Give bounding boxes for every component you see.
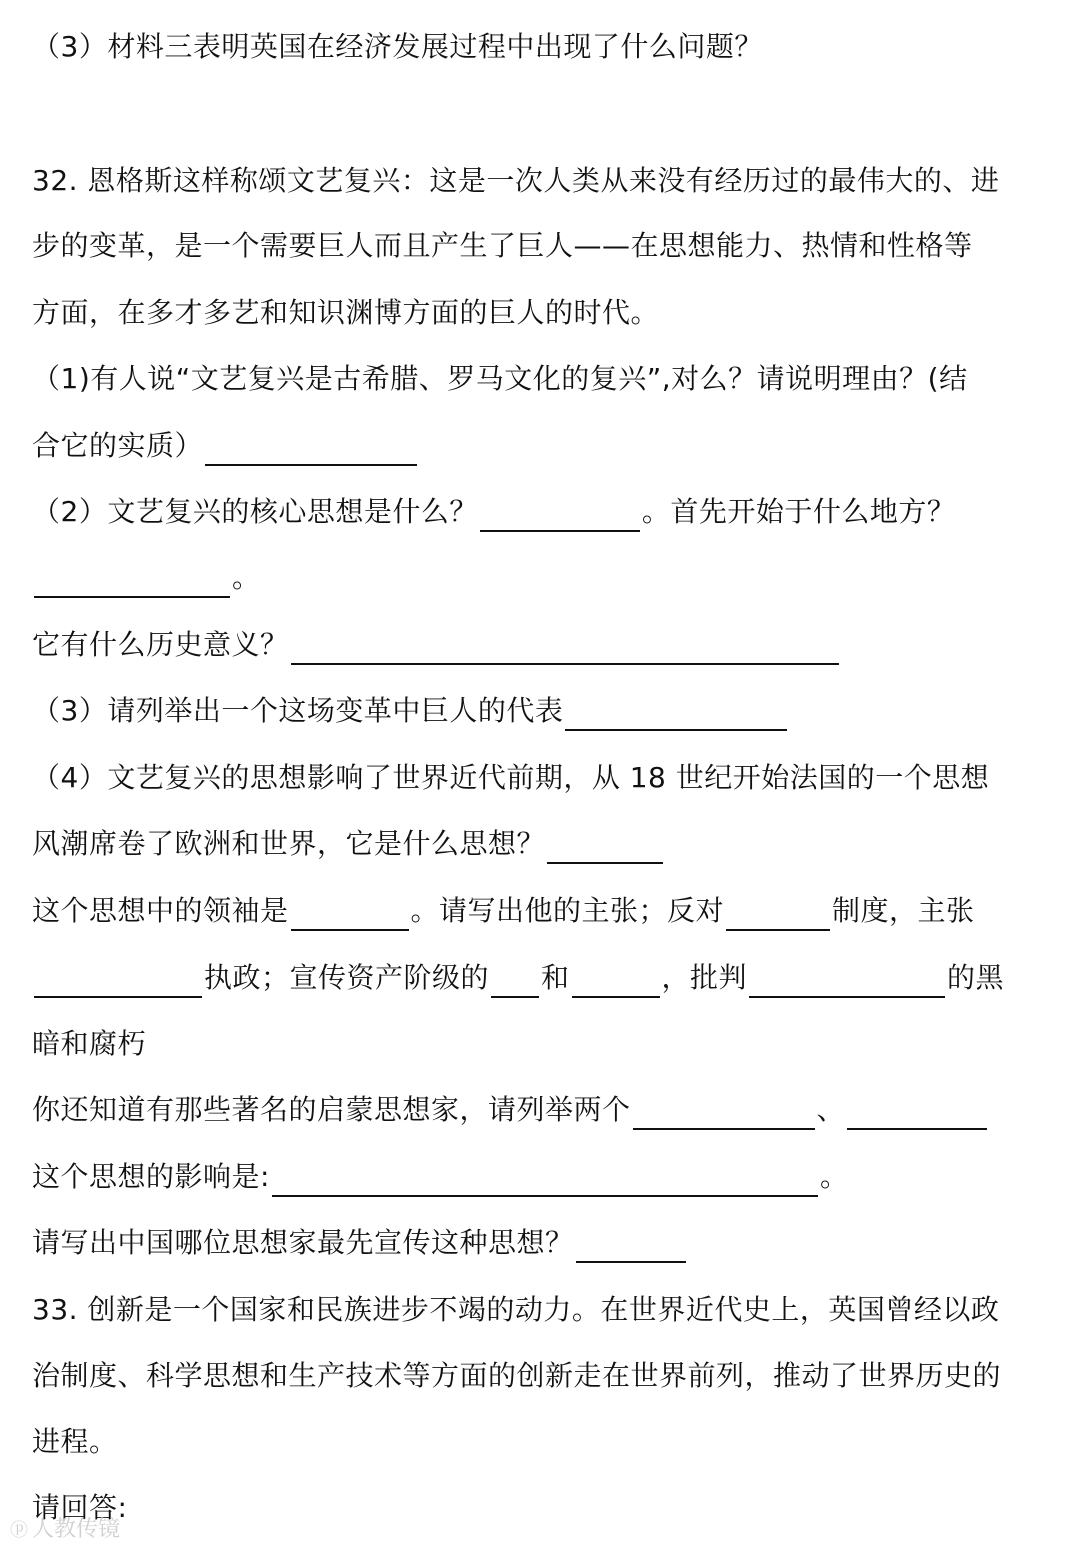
answer-blank[interactable] <box>576 1231 686 1263</box>
answer-blank[interactable] <box>726 899 830 931</box>
question-32-3: （3）请列举出一个这场变革中巨人的代表 <box>32 691 789 731</box>
watermark: ⓟ 人教传镜 <box>10 1517 121 1542</box>
question-32-4-line-3: 这个思想中的领袖是 。请写出他的主张；反对 制度，主张 <box>32 891 975 931</box>
answer-blank[interactable] <box>633 1098 815 1130</box>
question-33-line-2: 治制度、科学思想和生产技术等方面的创新走在世界前列，推动了世界历史的 <box>32 1359 1002 1392</box>
question-32-2-line-1: （2）文艺复兴的核心思想是什么？ 。首先开始于什么地方？ <box>32 492 955 532</box>
answer-blank[interactable] <box>34 966 202 998</box>
logo-icon: ⓟ <box>10 1520 28 1541</box>
answer-blank[interactable] <box>547 832 663 864</box>
question-32-intro-line-2: 步的变革，是一个需要巨人而且产生了巨人——在思想能力、热情和性格等 <box>32 229 973 262</box>
answer-blank[interactable] <box>34 566 230 598</box>
question-32-4-line-7: 这个思想的影响是: 。 <box>32 1157 848 1197</box>
question-32-4-line-8: 请写出中国哪位思想家最先宣传这种思想？ <box>32 1223 688 1263</box>
answer-blank[interactable] <box>491 966 539 998</box>
question-33-line-4: 请回答: <box>32 1491 128 1524</box>
question-32-1-line-2: 合它的实质） <box>32 426 419 466</box>
answer-blank[interactable] <box>272 1165 818 1197</box>
question-31-3: （3）材料三表明英国在经济发展过程中出现了什么问题？ <box>32 30 763 63</box>
question-32-intro-line-3: 方面，在多才多艺和知识渊博方面的巨人的时代。 <box>32 296 660 329</box>
question-32-4-line-5: 暗和腐朽 <box>32 1027 147 1060</box>
answer-blank[interactable] <box>205 434 417 466</box>
answer-blank[interactable] <box>480 500 640 532</box>
question-32-4-line-4: 执政；宣传资产阶级的 和 ，批判 的黑 <box>32 958 1004 998</box>
answer-blank[interactable] <box>847 1098 987 1130</box>
question-32-1-line-1: （1)有人说“文艺复兴是古希腊、罗马文化的复兴”,对么？请说明理由？(结 <box>32 362 968 395</box>
question-32-4-line-1: （4）文艺复兴的思想影响了世界近代前期，从 18 世纪开始法国的一个思想 <box>32 761 990 794</box>
question-32-4-line-6: 你还知道有那些著名的启蒙思想家，请列举两个 、 <box>32 1090 989 1130</box>
answer-blank[interactable] <box>572 966 660 998</box>
question-32-2-line-2: 。 <box>32 558 261 598</box>
answer-blank[interactable] <box>291 633 839 665</box>
answer-blank[interactable] <box>749 966 945 998</box>
question-32-intro-line-1: 32. 恩格斯这样称颂文艺复兴：这是一次人类从来没有经历过的最伟大的、进 <box>32 164 1000 197</box>
question-33-line-1: 33. 创新是一个国家和民族进步不竭的动力。在世界近代史上，英国曾经以政 <box>32 1293 1000 1326</box>
answer-blank[interactable] <box>291 899 409 931</box>
question-32-4-line-2: 风潮席卷了欧洲和世界，它是什么思想？ <box>32 824 665 864</box>
question-33-line-3: 进程。 <box>32 1425 118 1458</box>
question-32-2-line-3: 它有什么历史意义？ <box>32 625 841 665</box>
answer-blank[interactable] <box>565 699 787 731</box>
